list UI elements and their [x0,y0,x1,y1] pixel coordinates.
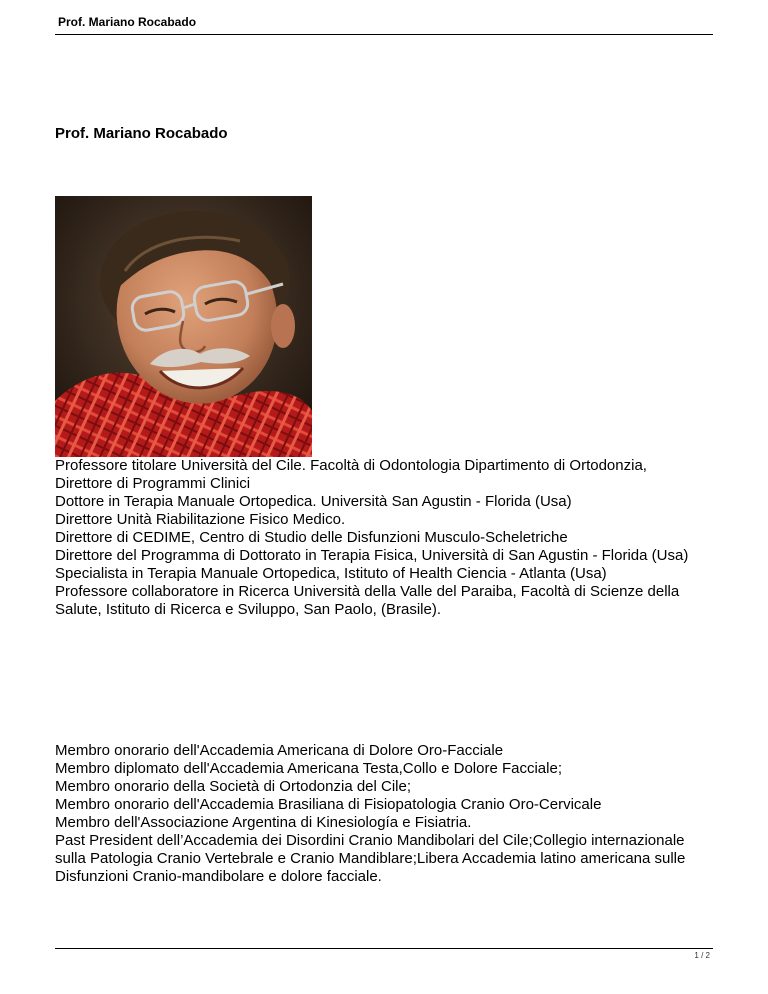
credential-line: Direttore di Programmi Clinici [55,475,251,492]
footer-divider [55,948,713,949]
portrait-photo [55,196,312,457]
credential-line: Professore collaboratore in Ricerca Università della Valle del Paraiba, Facoltà di Scienze della Salute, Istituto di Ricerca e Sviluppo, San Paolo, (Brasile). [55,583,680,618]
credential-line: Specialista in Terapia Manuale Ortopedica, Istituto of Health Ciencia - Atlanta (Usa) [55,565,607,582]
memberships-block [55,742,715,886]
membership-line: Membro onorario della Società di Ortodonzia del Cile; [55,778,412,795]
document-title: Prof. Mariano Rocabado [55,125,228,142]
page-number: 1 / 2 [694,951,710,960]
membership-line: Membro dell'Associazione Argentina di Kinesiología e Fisiatria. [55,814,472,831]
credential-line: Dottore in Terapia Manuale Ortopedica. Università San Agustin - Florida (Usa) [55,493,572,510]
credential-line: Direttore di CEDIME, Centro di Studio delle Disfunzioni Musculo-Scheletriche [55,529,568,546]
membership-line: Membro onorario dell'Accademia Brasiliana di Fisiopatologia Cranio Oro-Cervicale [55,796,602,813]
credential-line: Direttore Unità Riabilitazione Fisico Medico. [55,511,346,528]
credential-line: Direttore del Programma di Dottorato in Terapia Fisica, Università di San Agustin - Florida (Usa) [55,547,689,564]
header-title: Prof. Mariano Rocabado [58,15,197,29]
membership-line: Past President dell’Accademia dei Disordini Cranio Mandibolari del Cile;Collegio internazionale sulla Patologia Cranio Vertebrale e Cranio Mandiblare;Libera Accademia latino americana sulle Disfunzioni Cranio-mandibolare e dolore facciale. [55,832,686,885]
membership-line: Membro onorario dell'Accademia Americana di Dolore Oro-Facciale [55,742,504,759]
credential-line: Professore titolare Università del Cile. Facoltà di Odontologia Dipartimento di Ortodonzia, [55,457,647,474]
page-header [55,0,713,35]
credentials-block [55,457,715,619]
membership-line: Membro diplomato dell'Accademia Americana Testa,Collo e Dolore Facciale; [55,760,562,777]
